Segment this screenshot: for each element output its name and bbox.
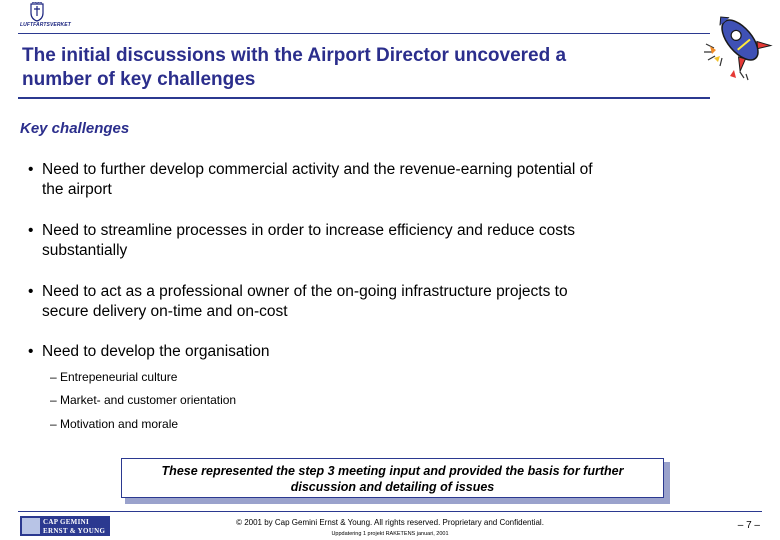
summary-note: [121, 458, 664, 498]
bullet-text: Need to further develop commercial activity and the revenue-earning potential of: [42, 161, 593, 178]
cap-gemini-logo: [20, 516, 110, 536]
bullet-dot: •: [28, 161, 34, 178]
title-line-1: The initial discussions with the Airport Director uncovered a: [22, 45, 567, 66]
note-line-2: discussion and detailing of issues: [290, 480, 495, 494]
page-title: [22, 44, 722, 92]
bullet-text-continued: secure delivery on-time and on-cost: [42, 303, 288, 320]
sub-list-item: – Motivation and morale: [50, 417, 179, 431]
logo-line-1: CAP GEMINI: [43, 518, 89, 526]
footer-rule: [18, 511, 762, 512]
bullet-text: Need to act as a professional owner of the on-going infrastructure projects to: [42, 283, 568, 300]
bullet-text: Need to streamline processes in order to increase efficiency and reduce costs: [42, 222, 576, 239]
note-line-1: These represented the step 3 meeting input and provided the basis for further: [161, 464, 624, 478]
title-rule: [18, 97, 710, 99]
sub-list-item: – Entrepeneurial culture: [50, 370, 178, 384]
page-number: – 7 –: [737, 520, 760, 531]
crest-icon: [29, 2, 45, 22]
logo-text: LUFTFARTSVERKET: [20, 22, 71, 28]
update-note: Uppdatering 1 projekt RAKETENS januari, 2001: [331, 531, 449, 537]
bullet-text: Need to develop the organisation: [42, 343, 270, 360]
logo-line-2: ERNST & YOUNG: [43, 527, 106, 535]
title-line-2: number of key challenges: [22, 69, 256, 90]
bullet-item: [28, 221, 762, 261]
logo-emblem-icon: [22, 518, 40, 534]
section-heading: Key challenges: [20, 120, 130, 137]
bullet-item: [28, 282, 762, 322]
bullet-dot: •: [28, 343, 34, 360]
header-rule: [18, 33, 710, 34]
copyright-text: © 2001 by Cap Gemini Ernst & Young. All rights reserved. Proprietary and Confidential.: [236, 518, 544, 527]
bullet-dot: •: [28, 283, 34, 300]
bullet-item: [28, 160, 762, 200]
bullet-item: [28, 342, 762, 362]
luftfartsverket-logo: [20, 2, 71, 32]
bullet-dot: •: [28, 222, 34, 239]
bullet-text-continued: the airport: [42, 181, 112, 198]
rocket-illustration: [700, 6, 780, 86]
bullet-text-continued: substantially: [42, 242, 128, 259]
sub-list-item: – Market- and customer orientation: [50, 393, 237, 407]
